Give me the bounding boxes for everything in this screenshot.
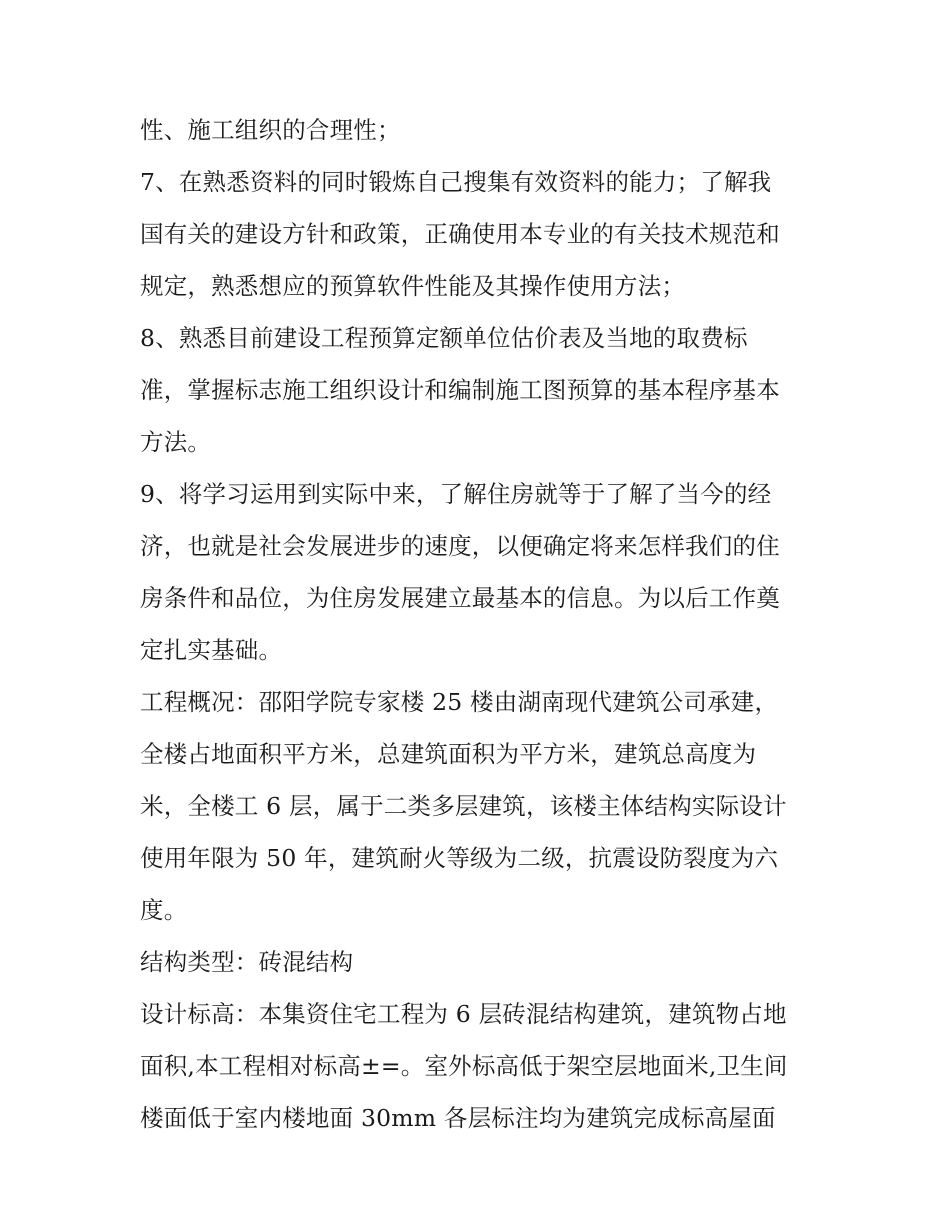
text-line: 工程概况：邵阳学院专家楼 25 楼由湖南现代建筑公司承建，: [140, 688, 779, 716]
text-line: 房条件和品位，为住房发展建立最基本的信息。为以后工作奠: [140, 584, 780, 612]
text-line: 面积,本工程相对标高±=。室外标高低于架空层地面米,卫生间: [140, 1052, 788, 1080]
text-line: 楼面低于室内楼地面 30mm 各层标注均为建筑完成标高屋面: [140, 1104, 776, 1132]
text-line: 性、施工组织的合理性；: [140, 116, 401, 144]
text-line: 度。: [140, 896, 188, 924]
text-line: 7、在熟悉资料的同时锻炼自己搜集有效资料的能力；了解我: [140, 168, 772, 196]
text-line: 8、熟悉目前建设工程预算定额单位估价表及当地的取费标: [140, 324, 748, 352]
text-line: 方法。: [140, 428, 212, 456]
text-line: 规定，熟悉想应的预算软件性能及其操作使用方法；: [140, 272, 686, 300]
text-line: 定扎实基础。: [140, 636, 283, 664]
text-line: 准，掌握标志施工组织设计和编制施工图预算的基本程序基本: [140, 376, 780, 404]
text-line: 使用年限为 50 年，建筑耐火等级为二级，抗震设防裂度为六: [140, 844, 779, 872]
text-line: 9、将学习运用到实际中来，了解住房就等于了解了当今的经: [140, 480, 772, 508]
text-line: 济，也就是社会发展进步的速度，以便确定将来怎样我们的住: [140, 532, 780, 560]
text-line: 全楼占地面积平方米，总建筑面积为平方米，建筑总高度为: [140, 740, 757, 768]
document-page: [140, 104, 820, 1144]
text-line: 国有关的建设方针和政策，正确使用本专业的有关技术规范和: [140, 220, 780, 248]
text-line: 结构类型：砖混结构: [140, 948, 354, 976]
text-line: 米，全楼工 6 层，属于二类多层建筑，该楼主体结构实际设计: [140, 792, 787, 820]
text-line: 设计标高：本集资住宅工程为 6 层砖混结构建筑，建筑物占地: [140, 1000, 787, 1028]
